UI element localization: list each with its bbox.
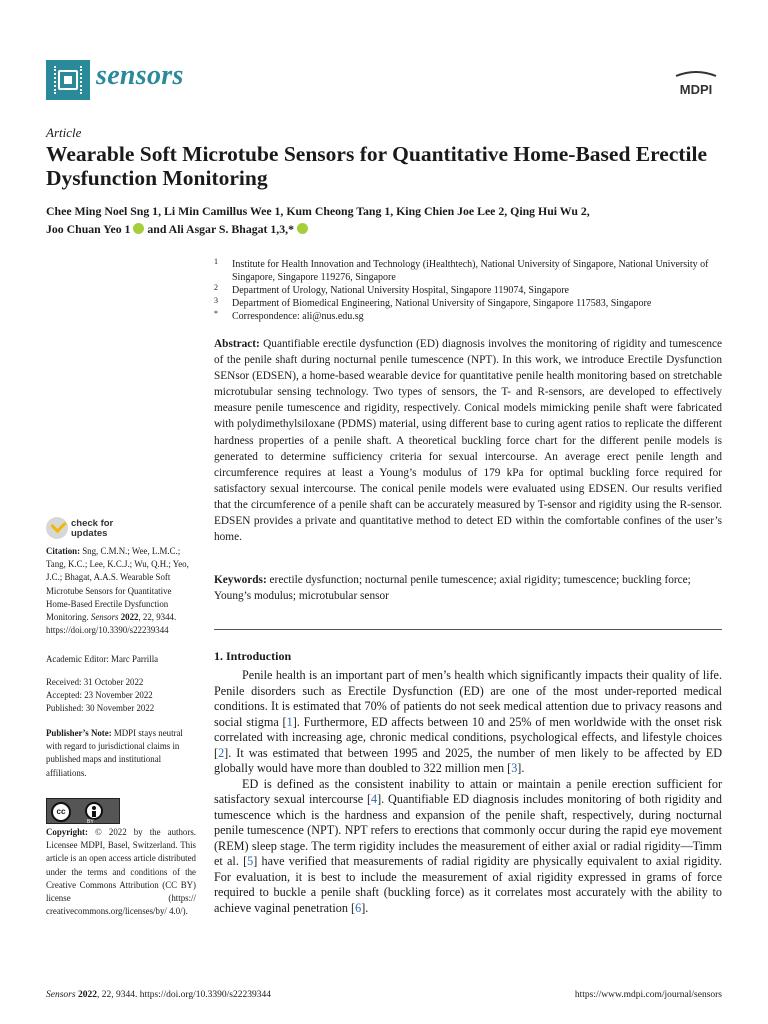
- affiliation-3: 3 Department of Biomedical Engineering, National University of Singapore, Singapore 117583, Singapore: [214, 296, 652, 309]
- citation-block: Citation: Sng, C.M.N.; Wee, L.M.C.; Tang, K.C.; Lee, K.C.J.; Wu, Q.H.; Yeo, J.C.; Bhagat, A.A.S. Wearable Soft Microtube Sensors for Quantitative Home-Based Erectile Dysfunction Monitoring. Sensors 2022, 22, 9344. https://doi.org/10.3390/s22239344: [46, 546, 189, 636]
- footer-citation: Sensors 2022, 22, 9344. https://doi.org/10.3390/s22239344: [46, 990, 271, 1000]
- keywords-label: Keywords:: [214, 574, 267, 586]
- academic-editor: Academic Editor: Marc Parrilla: [46, 654, 159, 664]
- cc-by-license-icon[interactable]: cc BY: [46, 798, 120, 824]
- published-date: Published: 30 November 2022: [46, 703, 155, 714]
- author-ali-asgar-bhagat[interactable]: and Ali Asgar S. Bhagat 1,3,*: [147, 222, 294, 236]
- introduction-body: [214, 668, 722, 916]
- accepted-date: Accepted: 23 November 2022: [46, 690, 153, 701]
- article-title: Wearable Soft Microtube Sensors for Quantitative Home-Based Erectile Dysfunction Monitoring: [46, 142, 708, 190]
- affiliation-2: 2 Department of Urology, National University Hospital, Singapore 119074, Singapore: [214, 283, 569, 296]
- received-date: Received: 31 October 2022: [46, 677, 144, 687]
- orcid-icon[interactable]: [297, 223, 308, 234]
- keywords-text: erectile dysfunction; nocturnal penile tumescence; axial rigidity; tumescence; buckling force; Young’s modulus; microtubular sensor: [214, 574, 691, 603]
- citation-text: Sng, C.M.N.; Wee, L.M.C.; Tang, K.C.; Lee, K.C.J.; Wu, Q.H.; Yeo, J.C.; Bhagat, A.A.S. Wearable Soft Microtube Sensors for Quantitative Home-Based Erectile Dysfunction Monitoring.: [46, 546, 189, 623]
- orcid-icon[interactable]: [133, 223, 144, 234]
- dates-block: [46, 676, 196, 716]
- author-list: [46, 202, 726, 238]
- abstract: [214, 336, 722, 545]
- keywords: [214, 572, 722, 604]
- section-divider: [214, 629, 722, 630]
- citation-ref[interactable]: 3: [511, 761, 518, 775]
- section-heading: 1. Introduction: [214, 649, 292, 663]
- publisher-note: Publisher’s Note: MDPI stays neutral with regard to jurisdictional claims in published maps and institutional affiliations.: [46, 728, 183, 778]
- citation-ref[interactable]: 5: [247, 854, 254, 868]
- correspondence: * Correspondence: ali@nus.edu.sg: [214, 309, 364, 322]
- abstract-label: Abstract:: [214, 338, 260, 350]
- abstract-text: Quantifiable erectile dysfunction (ED) diagnosis involves the monitoring of rigidity and tumescence of the penile shaft during nocturnal penile tumescence (NPT). In this work, we introduce Erectile Dysfunction SENsor (EDSEN), a home-based wearable device for quantitative penile health monitoring based on stretchable microtubular sensing technology. Two types of sensors, the T- and R-sensors, are developed to effectively measure penile tumescence and rigidity, respectively. Conical models mimicking penile shaft were fabricated with polydimethylsiloxane (PDMS) material, using different base to curing agent ratios to replicate the different hardness properties of a penile shaft. A theoretical buckling force chart for the different penile models is generated to determine sufficiency criteria for sexual intercourse. An average erect penile length and circumference requires at least a Young’s modulus of 179 kPa for optimal buckling force required for satisfactory sexual intercourse. The conical penile models were evaluated using EDSEN. Our results verified that the circumference of a penile shaft can be accurately measured by T-sensor and rigidity using the R-sensor. EDSEN provides a private and quantitative method to detect ED within the comfortable confines of the user’s home.: [214, 338, 722, 544]
- citation-ref[interactable]: 2: [218, 745, 225, 760]
- citation-ref[interactable]: 4: [371, 792, 378, 806]
- publisher-name: MDPI: [679, 82, 713, 97]
- citation-doi-link[interactable]: https://doi.org/10.3390/s22239344: [46, 625, 169, 636]
- article-type: Article: [46, 125, 82, 140]
- copyright-block: Copyright: © 2022 by the authors. Licensee MDPI, Basel, Switzerland. This article is an open access article distributed under the terms and conditions of the Creative Commons Attribution (CC BY) license (https:// creativecommons.org/licenses/by/ 4.0/).: [46, 827, 196, 917]
- citation-label: Citation:: [46, 546, 81, 556]
- affiliation-1: 1 Institute for Health Innovation and Technology (iHealthtech), National University of Singapore, National University of Singapore, Singapore 119276, Singapore: [214, 257, 709, 283]
- affiliations: [214, 258, 714, 323]
- author-joo-chuan-yeo[interactable]: Joo Chuan Yeo 1: [46, 222, 131, 236]
- check-for-updates-button[interactable]: check for updates: [46, 517, 146, 543]
- citation-ref[interactable]: 6: [355, 900, 362, 915]
- check-updates-icon: [46, 517, 68, 539]
- paragraph-2: ED is defined as the consistent inability to attain or maintain a penile erection sufficient for satisfactory sexual intercourse [4]. Quantifiable ED diagnosis includes monitoring of both rigidity and tumescence which is the hardness and expansion of the penile shaft, respectively, during nocturnal penile tumescence (NPT). NPT refers to erections that commonly occur during the rapid eye movement (REM) sleep stage. The term rigidity includes the measurement of either axial or radial rigidity—Timm et al. [5] have verified that measurements of radial rigidity are physically equivalent to axial rigidity. For evaluation, it is best to include the measurement of axial rigidity expressed in grams of force required to buckle a penile shaft (buckling force) as it correlates most accurately with the ability to achieve vaginal penetration [6].: [214, 776, 722, 915]
- footer-journal-url[interactable]: https://www.mdpi.com/journal/sensors: [574, 990, 722, 1000]
- author-line-1: Chee Ming Noel Sng 1, Li Min Camillus Wee 1, Kum Cheong Tang 1, King Chien Joe Lee 2, Qing Hui Wu 2,: [46, 204, 590, 218]
- citation-ref[interactable]: 1: [286, 714, 293, 729]
- author-line-2: [46, 220, 726, 238]
- journal-name[interactable]: sensors: [96, 60, 184, 91]
- journal-logo-icon: [46, 60, 90, 100]
- paragraph-1: Penile health is an important part of men’s health which significantly impacts their quality of life. Penile disorders such as Erectile Dysfunction (ED) are one of the most under-reported medical conditions. It is estimated that 70% of patients do not seek medical attention due to privacy reasons and social stigma [1]. Furthermore, ED affects between 10 and 25% of men worldwide with the onset risk correlated with increasing age, chronic medical conditions, psychological effects, and lifestyle choices [2]. It was estimated that between 1995 and 2025, the number of men likely to be affected by ED globally would have more than doubled to 322 million men [3].: [214, 668, 723, 775]
- mdpi-logo-icon[interactable]: [668, 70, 724, 100]
